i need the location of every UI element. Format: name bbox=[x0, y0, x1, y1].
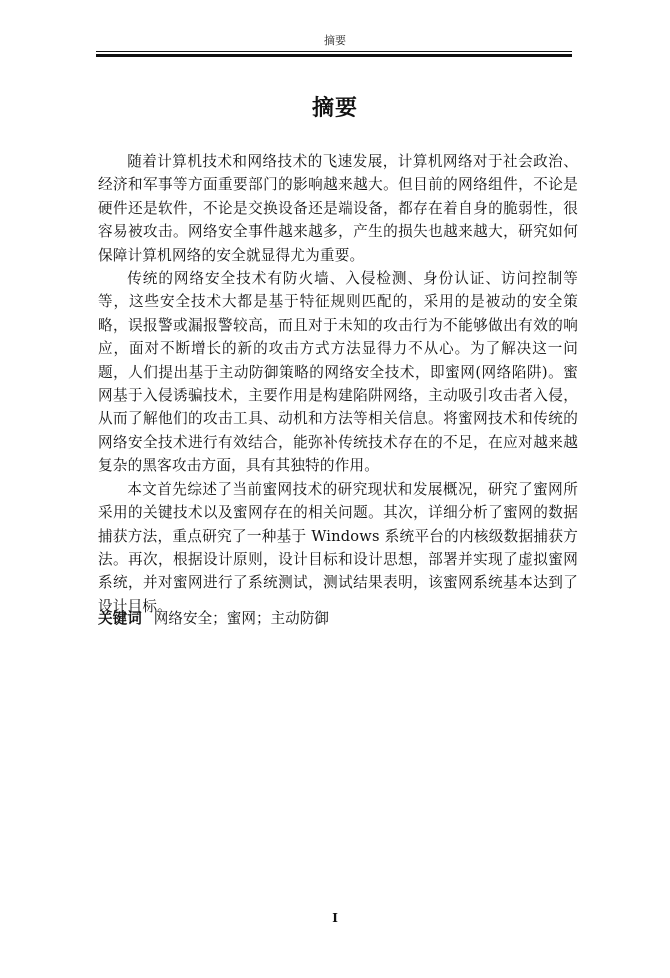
page-number: I bbox=[332, 911, 338, 925]
keywords-label: 关键词 bbox=[98, 610, 142, 627]
header-rule-thin bbox=[96, 51, 572, 52]
abstract-paragraph-3: 本文首先综述了当前蜜网技术的研究现状和发展概况，研究了蜜网所采用的关键技术以及蜜网存在的相关问题。其次，详细分析了蜜网的数据捕获方法，重点研究了一种基于 Windows 系统平台的内核级数据捕获方法。再次，根据设计原则，设计目标和设计思想，部署并实现了虚拟蜜网系统，并对蜜网进行了系统测试，测试结果表明，该蜜网系统基本达到了设计目标。 bbox=[98, 480, 578, 615]
header-rule-thick bbox=[96, 54, 572, 57]
keywords-line bbox=[98, 608, 578, 630]
page-title: 摘要 bbox=[311, 95, 358, 121]
abstract-paragraph-1: 随着计算机技术和网络技术的飞速发展，计算机网络对于社会政治、经济和军事等方面重要部门的影响越来越大。但目前的网络组件，不论是硬件还是软件，不论是交换设备还是端设备，都存在着自身的脆弱性，很容易被攻击。网络安全事件越来越多，产生的损失也越来越大，研究如何保障计算机网络的安全就显得尤为重要。 bbox=[98, 153, 578, 264]
running-header: 摘要 bbox=[324, 34, 346, 47]
abstract-body bbox=[98, 150, 578, 618]
keywords-value: 网络安全；蜜网；主动防御 bbox=[153, 610, 329, 627]
abstract-paragraph-2: 传统的网络安全技术有防火墙、入侵检测、身份认证、访问控制等等，这些安全技术大都是基于特征规则匹配的，采用的是被动的安全策略，误报警或漏报警较高，而且对于未知的攻击行为不能够做出有效的响应，面对不断增长的新的攻击方式方法显得力不从心。为了解决这一问题，人们提出基于主动防御策略的网络安全技术，即蜜网(网络陷阱)。蜜网基于入侵诱骗技术，主要作用是构建陷阱网络，主动吸引攻击者入侵，从而了解他们的攻击工具、动机和方法等相关信息。将蜜网技术和传统的网络安全技术进行有效结合，能弥补传统技术存在的不足，在应对越来越复杂的黑客攻击方面，具有其独特的作用。 bbox=[98, 270, 578, 475]
